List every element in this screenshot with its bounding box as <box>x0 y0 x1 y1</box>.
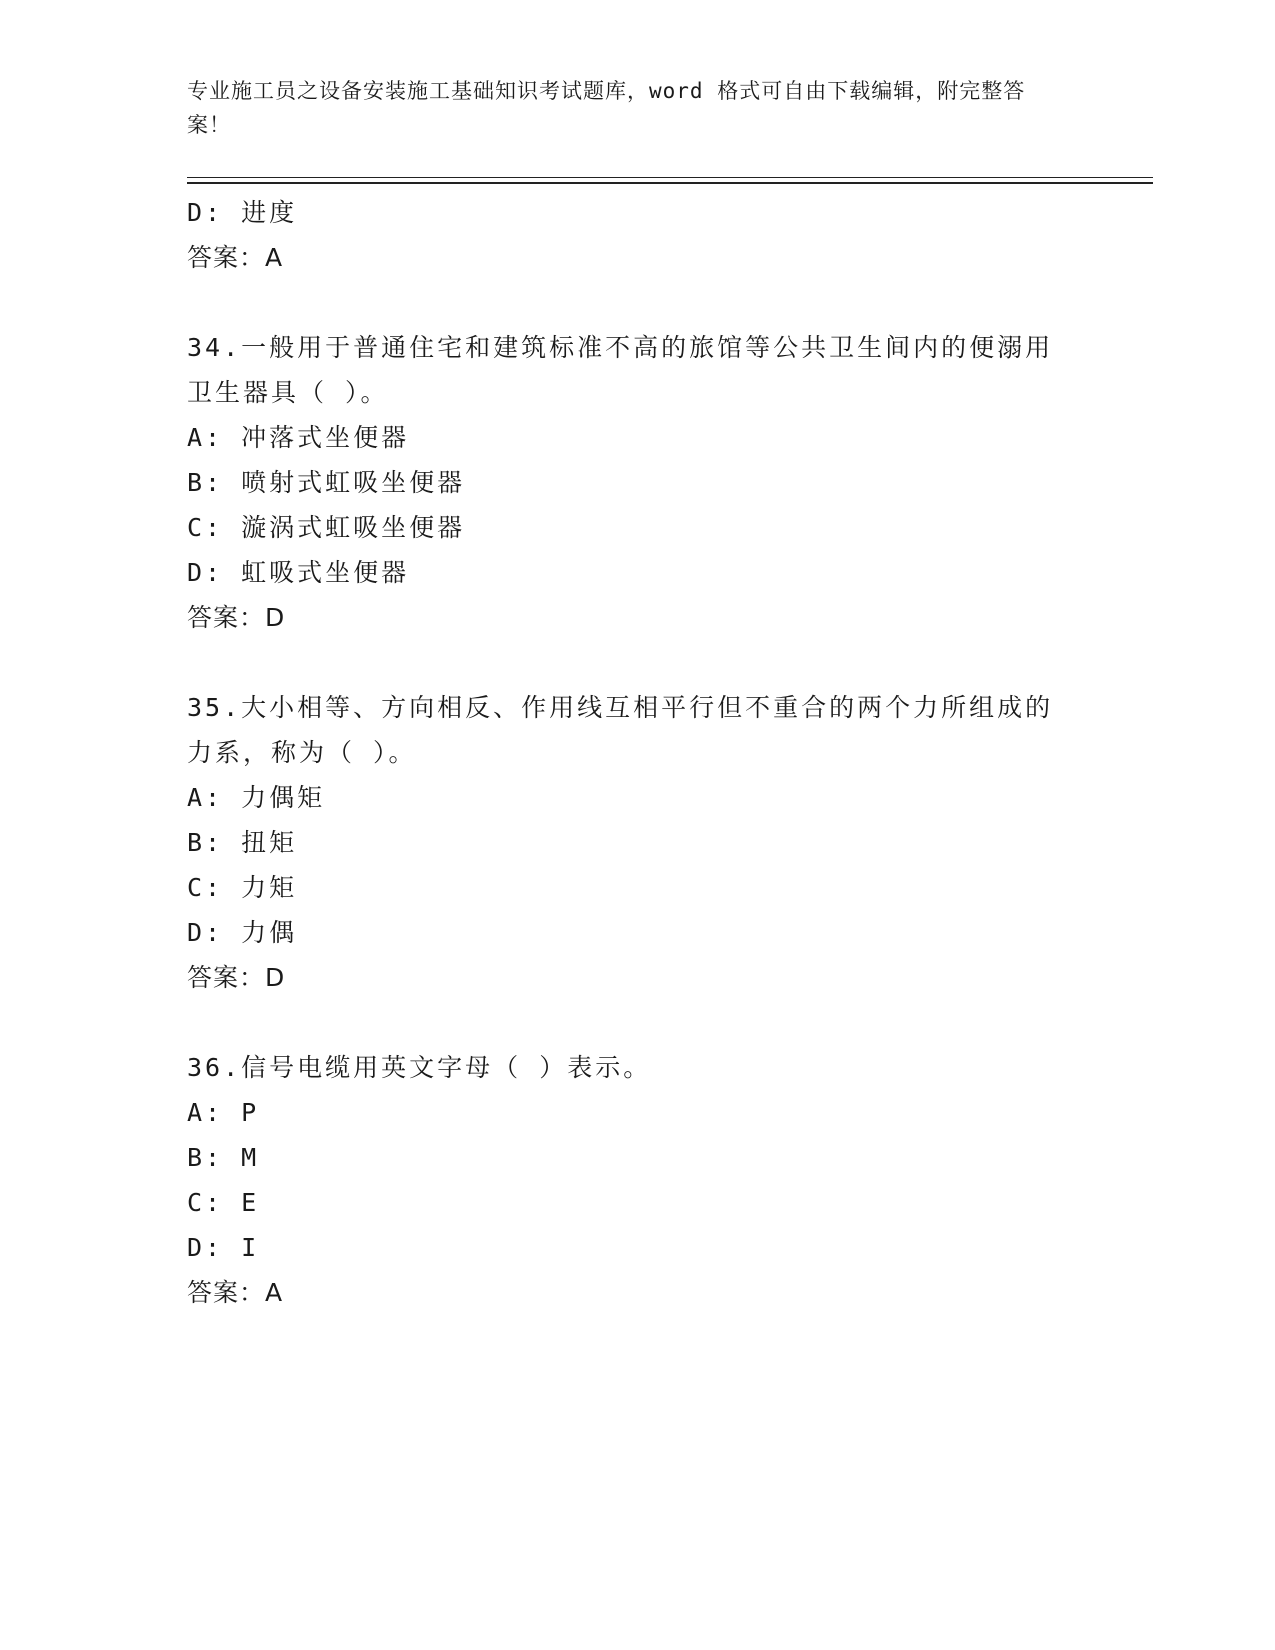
option-c: C: 漩涡式虹吸坐便器 <box>187 513 466 542</box>
answer: 答案：D <box>187 963 286 992</box>
option-d: D: 力偶 <box>187 918 298 947</box>
option-d: D: I <box>187 1233 260 1262</box>
previous-answer: 答案：A <box>187 243 284 272</box>
header-divider-thick <box>187 182 1153 184</box>
spacer <box>187 1000 1087 1045</box>
question-stem: 36.信号电缆用英文字母（ ）表示。 <box>187 1053 652 1082</box>
answer: 答案：D <box>187 603 286 632</box>
option-b: B: 喷射式虹吸坐便器 <box>187 468 466 497</box>
option-b: B: M <box>187 1143 260 1172</box>
spacer <box>187 640 1087 685</box>
question-36 <box>187 1045 1087 1315</box>
option-a: A: 力偶矩 <box>187 783 326 812</box>
option-c: C: 力矩 <box>187 873 298 902</box>
option-b: B: 扭矩 <box>187 828 298 857</box>
question-34 <box>187 325 1087 640</box>
question-35 <box>187 685 1087 1000</box>
previous-option-d: D: 进度 <box>187 198 298 227</box>
option-a: A: 冲落式坐便器 <box>187 423 410 452</box>
option-d: D: 虹吸式坐便器 <box>187 558 410 587</box>
question-stem: 35.大小相等、方向相反、作用线互相平行但不重合的两个力所组成的力系，称为（ ）。 <box>187 693 1054 767</box>
spacer <box>187 280 1087 325</box>
option-a: A: P <box>187 1098 260 1127</box>
option-c: C: E <box>187 1188 260 1217</box>
question-stem: 34.一般用于普通住宅和建筑标准不高的旅馆等公共卫生间内的便溺用卫生器具（ ）。 <box>187 333 1054 407</box>
question-list <box>187 190 1087 1315</box>
document-header: 专业施工员之设备安装施工基础知识考试题库，word 格式可自由下载编辑，附完整答案！ <box>187 79 1026 137</box>
answer: 答案：A <box>187 1278 284 1307</box>
header-divider-thin <box>187 177 1153 178</box>
